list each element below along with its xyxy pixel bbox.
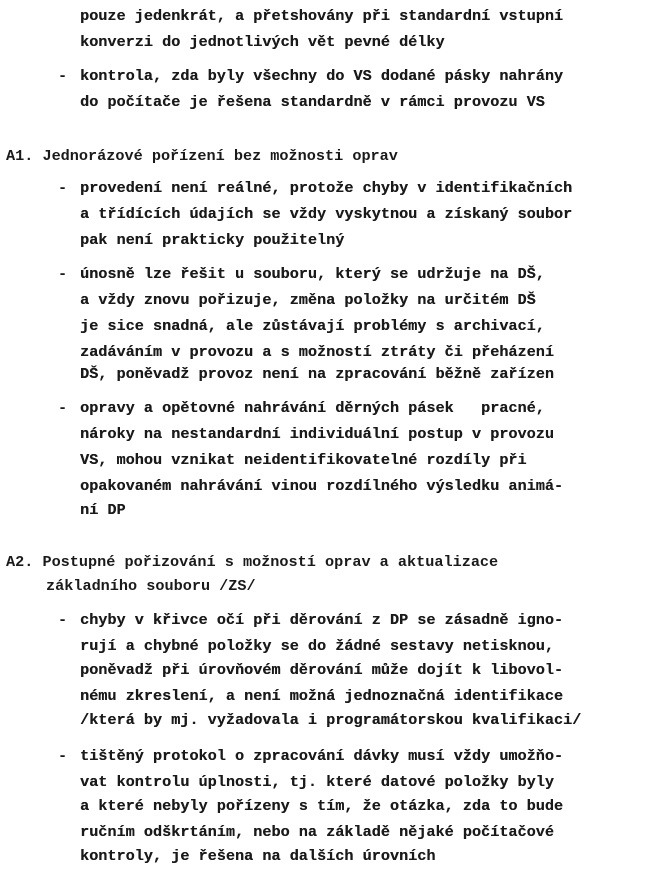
- a1-item-2-line-4: zadáváním v provozu a s možností ztráty či přeházení: [80, 343, 554, 361]
- a2-item-2-line-2: vat kontrolu úplnosti, tj. které datové položky byly: [80, 773, 554, 791]
- intro-line-1: pouze jedenkrát, a přetshovány při standardní vstupní: [80, 7, 564, 25]
- a1-item-3-line-2: nároky na nestandardní individuální postup v provozu: [80, 425, 554, 443]
- intro-item-1-marker: -: [58, 67, 68, 85]
- intro-item-1-line-1: kontrola, zda byly všechny do VS dodané pásky nahrány: [80, 67, 564, 85]
- section-a2-heading-line-2: základního souboru /ZS/: [46, 577, 256, 595]
- a2-item-1-line-3: poněvadž při úrovňovém děrování může dojít k libovol-: [80, 661, 564, 679]
- a2-item-2-line-4: ručním odškrtáním, nebo na základě nějaké počítačové: [80, 823, 554, 841]
- a2-item-2-line-5: kontroly, je řešena na dalších úrovních: [80, 847, 436, 865]
- a1-item-3-line-3: VS, mohou vznikat neidentifikovatelné rozdíly při: [80, 451, 527, 469]
- a2-item-1-line-1: chyby v křivce očí při děrování z DP se zásadně igno-: [80, 611, 564, 629]
- a1-item-2-marker: -: [58, 265, 68, 283]
- intro-line-2: konverzi do jednotlivých vět pevné délky: [80, 33, 445, 51]
- a1-item-3-marker: -: [58, 399, 68, 417]
- a1-item-1-line-1: provedení není reálné, protože chyby v identifikačních: [80, 179, 573, 197]
- a1-item-2-line-3: je sice snadná, ale zůstávají problémy s archivací,: [80, 317, 545, 335]
- a1-item-3-line-4: opakovaném nahrávání vinou rozdílného výsledku animá-: [80, 477, 564, 495]
- a2-item-1-line-2: rují a chybné položky se do žádné sestavy netisknou,: [80, 637, 554, 655]
- section-a2-heading-line-1: A2. Postupné pořizování s možností oprav a aktualizace: [6, 553, 499, 571]
- a1-item-1-line-2: a třídících údajích se vždy vyskytnou a získaný soubor: [80, 205, 573, 223]
- intro-item-1-line-2: do počítače je řešena standardně v rámci provozu VS: [80, 93, 545, 111]
- a2-item-1-marker: -: [58, 611, 68, 629]
- a2-item-1-line-4: nému zkreslení, a není možná jednoznačná identifikace: [80, 687, 564, 705]
- a2-item-2-line-1: tištěný protokol o zpracování dávky musí vždy umožňo-: [80, 747, 564, 765]
- a1-item-2-line-2: a vždy znovu pořizuje, změna položky na určitém DŠ: [80, 291, 536, 309]
- a2-item-1-line-5: /která by mj. vyžadovala i programátorskou kvalifikaci/: [80, 711, 582, 729]
- a1-item-1-marker: -: [58, 179, 68, 197]
- a2-item-2-line-3: a které nebyly pořízeny s tím, že otázka, zda to bude: [80, 797, 564, 815]
- a1-item-2-line-1: únosně lze řešit u souboru, který se udržuje na DŠ,: [80, 265, 545, 283]
- a1-item-3-line-5: ní DP: [80, 501, 126, 519]
- a1-item-3-line-1: opravy a opětovné nahrávání děrných pásek pracné,: [80, 399, 545, 417]
- section-a1-heading: A1. Jednorázové pořízení bez možnosti oprav: [6, 147, 398, 165]
- a1-item-2-line-5: DŠ, poněvadž provoz není na zpracování běžně zařízen: [80, 365, 554, 383]
- a2-item-2-marker: -: [58, 747, 68, 765]
- a1-item-1-line-3: pak není prakticky použitelný: [80, 231, 345, 249]
